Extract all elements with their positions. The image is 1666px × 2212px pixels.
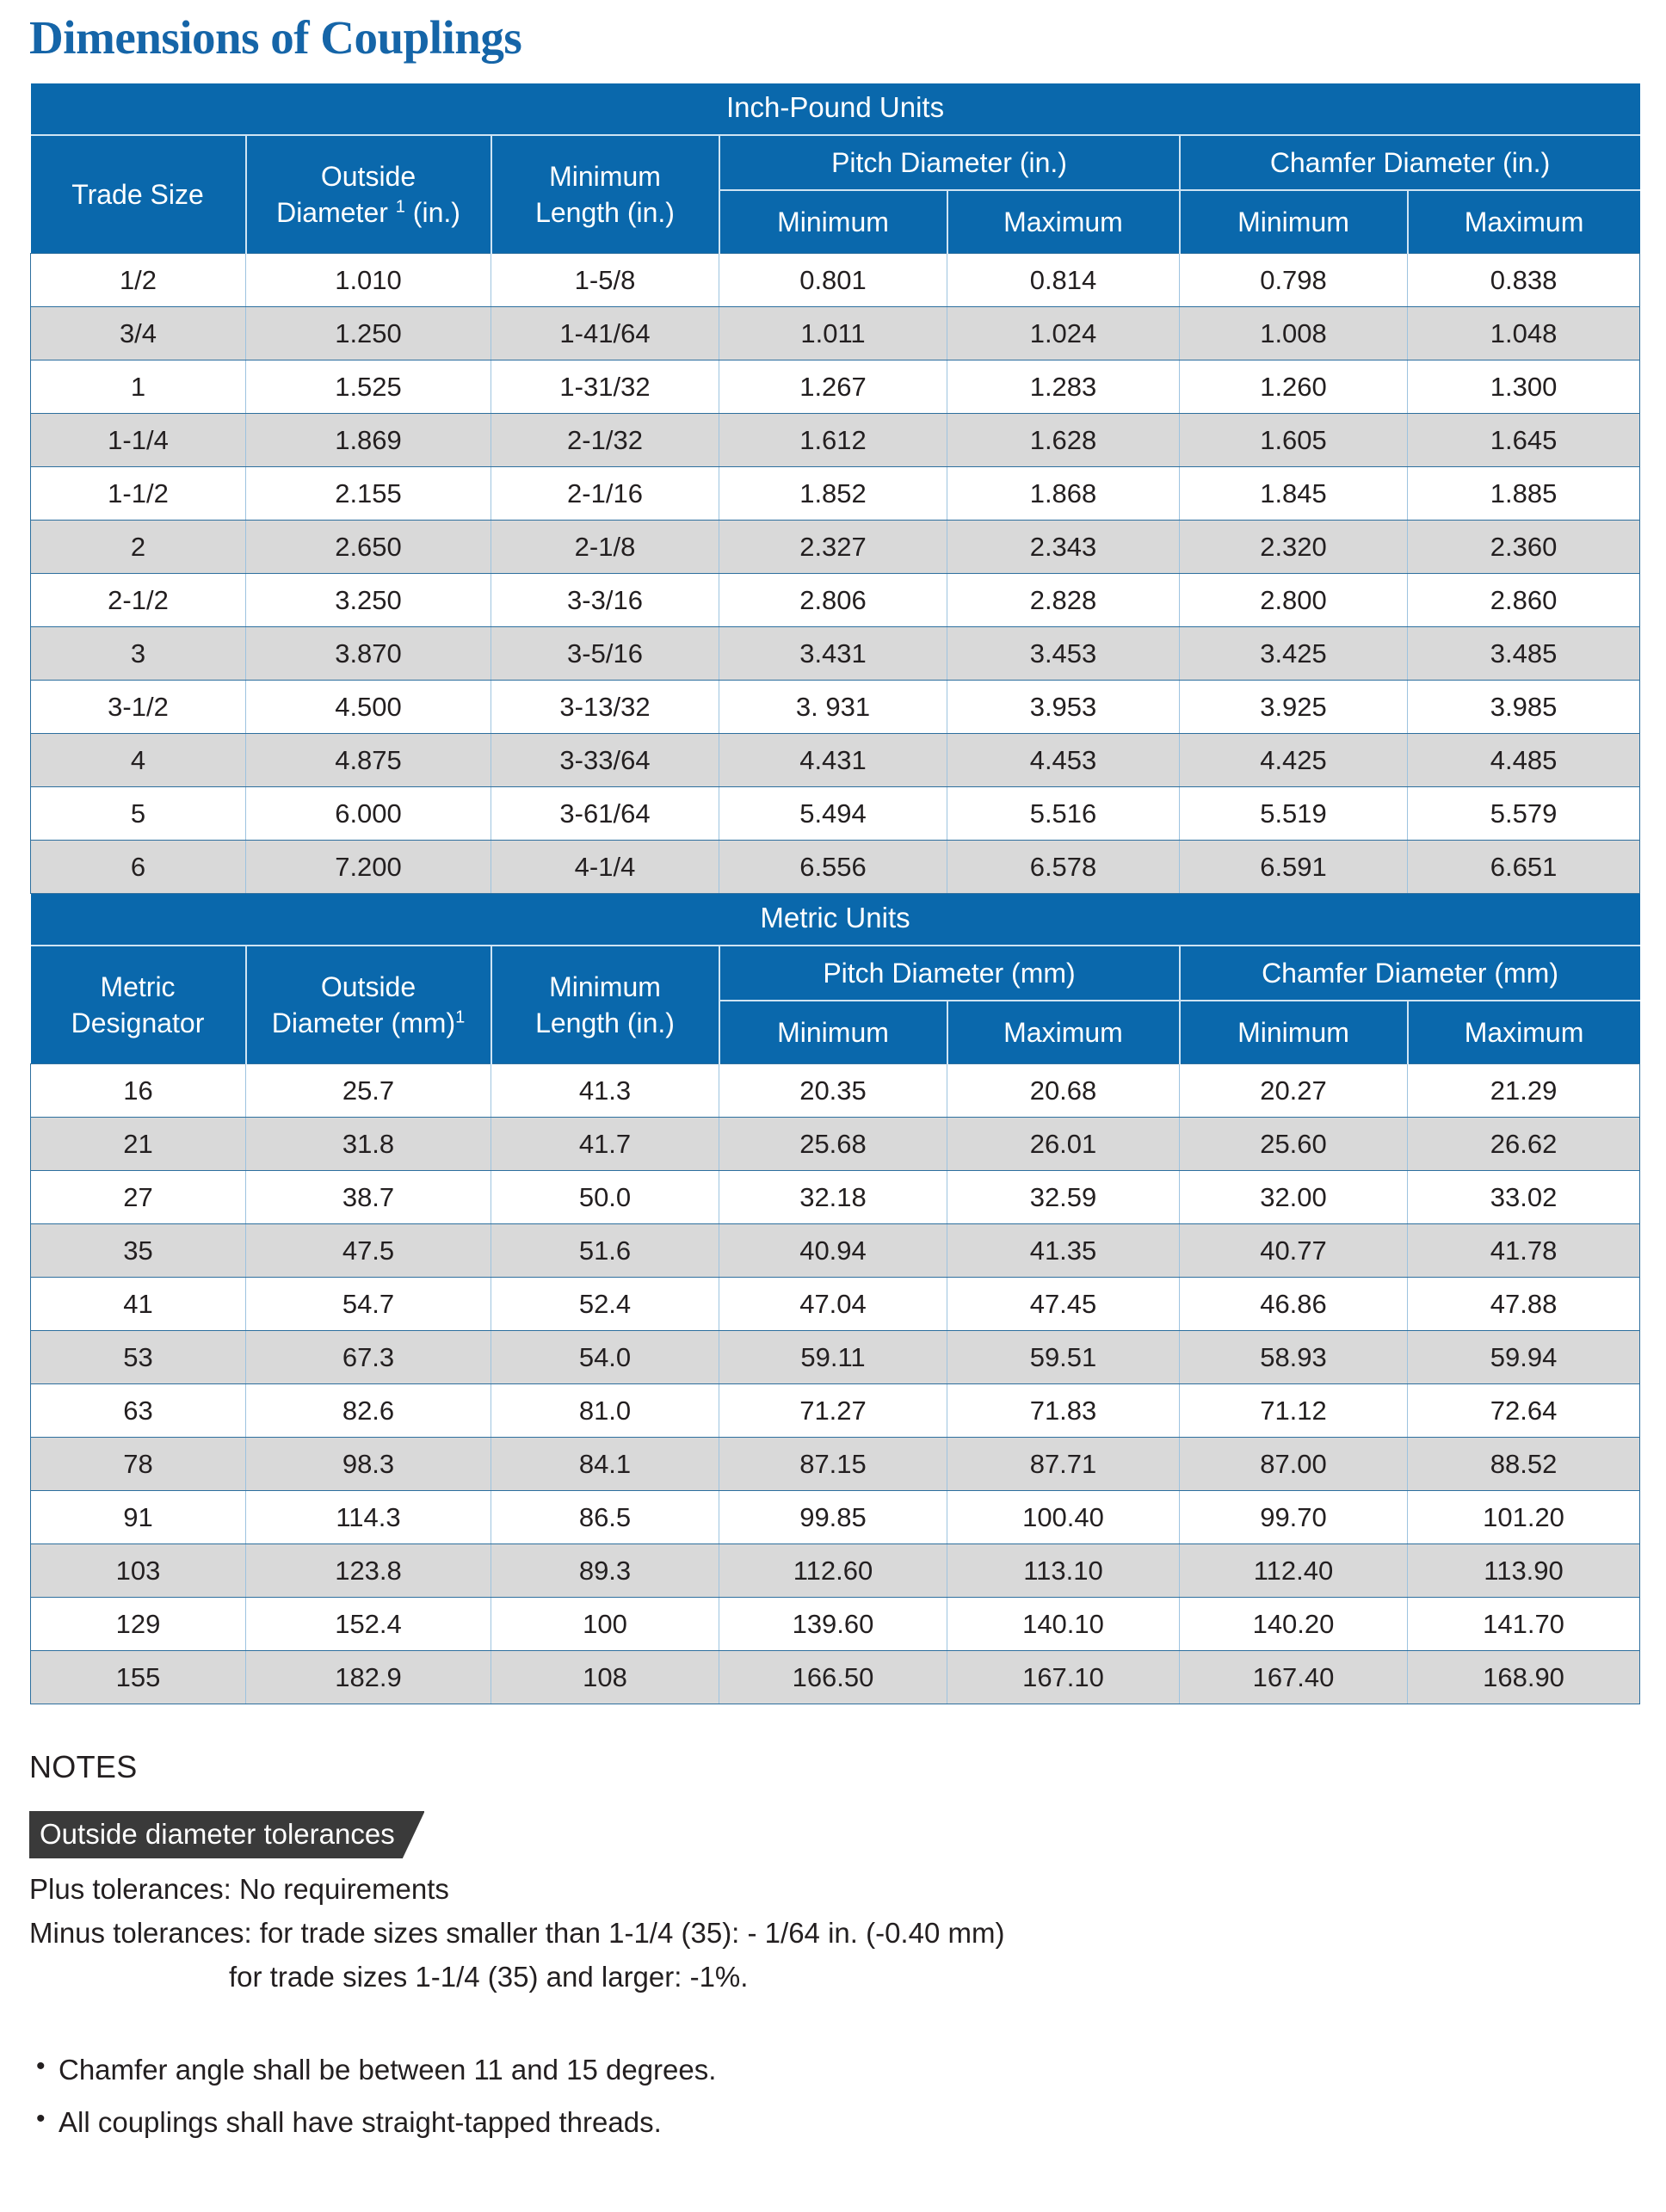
cell: 41 xyxy=(31,1278,246,1331)
cell: 4 xyxy=(31,734,246,787)
cell: 113.90 xyxy=(1408,1544,1640,1598)
cell: 3.453 xyxy=(947,627,1180,681)
cell: 47.04 xyxy=(719,1278,947,1331)
header-group-chamfer-diameter: Chamfer Diameter (in.) xyxy=(1180,135,1640,191)
cell: 129 xyxy=(31,1598,246,1651)
bullet-straight-tapped-threads: • All couplings shall have straight-tapped threads. xyxy=(29,2101,1578,2144)
header-metric-outside-diameter-line2: Diameter (mm) xyxy=(271,1007,456,1038)
cell: 3.425 xyxy=(1180,627,1408,681)
cell: 6.578 xyxy=(947,841,1180,894)
cell: 5 xyxy=(31,787,246,841)
cell: 4.431 xyxy=(719,734,947,787)
cell: 41.35 xyxy=(947,1224,1180,1278)
cell: 20.35 xyxy=(719,1064,947,1118)
cell: 33.02 xyxy=(1408,1171,1640,1224)
cell: 47.45 xyxy=(947,1278,1180,1331)
table-row xyxy=(31,1544,1640,1598)
cell: 1-41/64 xyxy=(491,307,719,360)
cell: 4.875 xyxy=(246,734,491,787)
header-metric-chamfer-maximum: Maximum xyxy=(1408,1001,1640,1063)
cell: 141.70 xyxy=(1408,1598,1640,1651)
cell: 2.360 xyxy=(1408,521,1640,574)
cell: 3.925 xyxy=(1180,681,1408,734)
cell: 1.612 xyxy=(719,414,947,467)
table-body xyxy=(31,83,1640,1704)
cell: 87.71 xyxy=(947,1438,1180,1491)
cell: 0.798 xyxy=(1180,254,1408,307)
cell: 6.000 xyxy=(246,787,491,841)
header-outside-diameter-line1: Outside xyxy=(320,160,416,192)
cell: 32.59 xyxy=(947,1171,1180,1224)
cell: 166.50 xyxy=(719,1651,947,1704)
cell: 2-1/32 xyxy=(491,414,719,467)
cell: 1.283 xyxy=(947,360,1180,414)
outside-diameter-tolerances-banner: Outside diameter tolerances xyxy=(29,1811,424,1858)
cell: 3-61/64 xyxy=(491,787,719,841)
header-metric-outside-diameter-footnote: 1 xyxy=(455,1007,466,1027)
cell: 182.9 xyxy=(246,1651,491,1704)
header-metric-chamfer-minimum: Minimum xyxy=(1180,1001,1408,1063)
cell: 4.500 xyxy=(246,681,491,734)
cell: 91 xyxy=(31,1491,246,1544)
cell: 1.852 xyxy=(719,467,947,521)
cell: 71.12 xyxy=(1180,1384,1408,1438)
cell: 1.300 xyxy=(1408,360,1640,414)
cell: 112.60 xyxy=(719,1544,947,1598)
cell: 41.7 xyxy=(491,1118,719,1171)
cell: 40.94 xyxy=(719,1224,947,1278)
header-metric-outside-diameter-line1: Outside xyxy=(320,970,416,1002)
cell: 2.806 xyxy=(719,574,947,627)
notes-heading: NOTES xyxy=(29,1749,138,1784)
table-row xyxy=(31,787,1640,841)
cell: 32.00 xyxy=(1180,1171,1408,1224)
cell: 4.453 xyxy=(947,734,1180,787)
cell: 35 xyxy=(31,1224,246,1278)
header-metric-group-pitch-diameter: Pitch Diameter (mm) xyxy=(719,946,1180,1001)
cell: 3.953 xyxy=(947,681,1180,734)
cell: 59.11 xyxy=(719,1331,947,1384)
cell: 2.343 xyxy=(947,521,1180,574)
cell: 1-5/8 xyxy=(491,254,719,307)
cell: 53 xyxy=(31,1331,246,1384)
cell: 0.838 xyxy=(1408,254,1640,307)
table-row xyxy=(31,681,1640,734)
table-row xyxy=(31,1651,1640,1704)
header-chamfer-maximum: Maximum xyxy=(1408,190,1640,253)
cell: 1.868 xyxy=(947,467,1180,521)
cell: 1.869 xyxy=(246,414,491,467)
table-row xyxy=(31,1438,1640,1491)
header-group-pitch-diameter: Pitch Diameter (in.) xyxy=(719,135,1180,191)
cell: 2.327 xyxy=(719,521,947,574)
header-minimum-length-line1: Minimum xyxy=(549,160,661,192)
cell: 3 xyxy=(31,627,246,681)
inch-pound-header-row-1 xyxy=(31,135,1640,191)
cell: 2.650 xyxy=(246,521,491,574)
cell: 52.4 xyxy=(491,1278,719,1331)
table-row xyxy=(31,467,1640,521)
cell: 3.431 xyxy=(719,627,947,681)
cell: 59.51 xyxy=(947,1331,1180,1384)
cell: 168.90 xyxy=(1408,1651,1640,1704)
cell: 21 xyxy=(31,1118,246,1171)
cell: 63 xyxy=(31,1384,246,1438)
inch-pound-band-row xyxy=(31,83,1640,135)
header-metric-designator-line1: Metric xyxy=(100,970,176,1002)
table-row xyxy=(31,1064,1640,1118)
cell: 40.77 xyxy=(1180,1224,1408,1278)
table-row xyxy=(31,1278,1640,1331)
table-row xyxy=(31,1118,1640,1171)
cell: 20.27 xyxy=(1180,1064,1408,1118)
table-row xyxy=(31,1171,1640,1224)
cell: 99.70 xyxy=(1180,1491,1408,1544)
cell: 1.885 xyxy=(1408,467,1640,521)
table-row xyxy=(31,521,1640,574)
cell: 1.011 xyxy=(719,307,947,360)
cell: 2-1/2 xyxy=(31,574,246,627)
dimensions-table xyxy=(30,83,1640,1705)
table-row xyxy=(31,1598,1640,1651)
header-pitch-minimum: Minimum xyxy=(719,190,947,253)
header-minimum-length xyxy=(491,135,719,254)
cell: 114.3 xyxy=(246,1491,491,1544)
cell: 6.556 xyxy=(719,841,947,894)
table-row xyxy=(31,1224,1640,1278)
cell: 2.320 xyxy=(1180,521,1408,574)
cell: 3-5/16 xyxy=(491,627,719,681)
cell: 140.20 xyxy=(1180,1598,1408,1651)
cell: 167.10 xyxy=(947,1651,1180,1704)
metric-band-label: Metric Units xyxy=(31,894,1640,946)
header-pitch-maximum: Maximum xyxy=(947,190,1180,253)
cell: 3-1/2 xyxy=(31,681,246,734)
notes-bullet-list xyxy=(29,2049,1578,2144)
cell: 139.60 xyxy=(719,1598,947,1651)
cell: 54.7 xyxy=(246,1278,491,1331)
cell: 87.15 xyxy=(719,1438,947,1491)
header-outside-diameter xyxy=(246,135,491,254)
cell: 41.3 xyxy=(491,1064,719,1118)
table-row xyxy=(31,307,1640,360)
cell: 1.008 xyxy=(1180,307,1408,360)
cell: 167.40 xyxy=(1180,1651,1408,1704)
cell: 152.4 xyxy=(246,1598,491,1651)
cell: 41.78 xyxy=(1408,1224,1640,1278)
cell: 67.3 xyxy=(246,1331,491,1384)
cell: 2.828 xyxy=(947,574,1180,627)
cell: 3. 931 xyxy=(719,681,947,734)
cell: 1-1/2 xyxy=(31,467,246,521)
metric-header-row-1 xyxy=(31,946,1640,1001)
cell: 87.00 xyxy=(1180,1438,1408,1491)
header-outside-diameter-line2: Diameter xyxy=(276,196,388,228)
cell: 113.10 xyxy=(947,1544,1180,1598)
header-outside-diameter-footnote: 1 xyxy=(395,197,405,217)
table-row xyxy=(31,1491,1640,1544)
cell: 16 xyxy=(31,1064,246,1118)
couplings-tables xyxy=(30,83,1639,1705)
table-row xyxy=(31,627,1640,681)
cell: 59.94 xyxy=(1408,1331,1640,1384)
cell: 101.20 xyxy=(1408,1491,1640,1544)
cell: 1 xyxy=(31,360,246,414)
cell: 1.628 xyxy=(947,414,1180,467)
cell: 5.579 xyxy=(1408,787,1640,841)
cell: 6 xyxy=(31,841,246,894)
cell: 1.048 xyxy=(1408,307,1640,360)
header-trade-size: Trade Size xyxy=(31,135,246,254)
cell: 25.7 xyxy=(246,1064,491,1118)
cell: 4-1/4 xyxy=(491,841,719,894)
notes-section xyxy=(29,1749,1578,2144)
cell: 100 xyxy=(491,1598,719,1651)
metric-band-row xyxy=(31,894,1640,946)
cell: 72.64 xyxy=(1408,1384,1640,1438)
cell: 0.814 xyxy=(947,254,1180,307)
header-chamfer-minimum: Minimum xyxy=(1180,190,1408,253)
cell: 3.870 xyxy=(246,627,491,681)
cell: 140.10 xyxy=(947,1598,1180,1651)
cell: 98.3 xyxy=(246,1438,491,1491)
cell: 58.93 xyxy=(1180,1331,1408,1384)
table-row xyxy=(31,734,1640,787)
cell: 5.516 xyxy=(947,787,1180,841)
cell: 3.250 xyxy=(246,574,491,627)
table-row xyxy=(31,360,1640,414)
page-title: Dimensions of Couplings xyxy=(29,11,522,64)
cell: 99.85 xyxy=(719,1491,947,1544)
header-metric-minimum-length xyxy=(491,946,719,1064)
cell: 1.645 xyxy=(1408,414,1640,467)
cell: 5.519 xyxy=(1180,787,1408,841)
cell: 2-1/8 xyxy=(491,521,719,574)
header-metric-group-chamfer-diameter: Chamfer Diameter (mm) xyxy=(1180,946,1640,1001)
note-plus-tolerances: Plus tolerances: No requirements xyxy=(29,1873,449,1906)
cell: 1-31/32 xyxy=(491,360,719,414)
cell: 6.591 xyxy=(1180,841,1408,894)
cell: 88.52 xyxy=(1408,1438,1640,1491)
inch-pound-band-label: Inch-Pound Units xyxy=(31,83,1640,135)
cell: 123.8 xyxy=(246,1544,491,1598)
note-minus-tolerances-continued: for trade sizes 1-1/4 (35) and larger: -1%. xyxy=(229,1960,749,1993)
header-minimum-length-line2: Length (in.) xyxy=(535,196,675,228)
cell: 2.860 xyxy=(1408,574,1640,627)
header-outside-diameter-unit: (in.) xyxy=(412,196,460,228)
cell: 50.0 xyxy=(491,1171,719,1224)
cell: 3-13/32 xyxy=(491,681,719,734)
cell: 3-33/64 xyxy=(491,734,719,787)
header-metric-pitch-minimum: Minimum xyxy=(719,1001,947,1063)
cell: 7.200 xyxy=(246,841,491,894)
cell: 38.7 xyxy=(246,1171,491,1224)
cell: 6.651 xyxy=(1408,841,1640,894)
table-row xyxy=(31,574,1640,627)
cell: 46.86 xyxy=(1180,1278,1408,1331)
cell: 26.62 xyxy=(1408,1118,1640,1171)
cell: 54.0 xyxy=(491,1331,719,1384)
cell: 3.985 xyxy=(1408,681,1640,734)
cell: 1.010 xyxy=(246,254,491,307)
cell: 25.68 xyxy=(719,1118,947,1171)
cell: 2.800 xyxy=(1180,574,1408,627)
cell: 1-1/4 xyxy=(31,414,246,467)
cell: 81.0 xyxy=(491,1384,719,1438)
cell: 89.3 xyxy=(491,1544,719,1598)
cell: 103 xyxy=(31,1544,246,1598)
cell: 78 xyxy=(31,1438,246,1491)
cell: 2-1/16 xyxy=(491,467,719,521)
cell: 71.27 xyxy=(719,1384,947,1438)
bullet-chamfer-angle: • Chamfer angle shall be between 11 and 15 degrees. xyxy=(29,2049,1578,2092)
cell: 47.5 xyxy=(246,1224,491,1278)
cell: 3.485 xyxy=(1408,627,1640,681)
cell: 1.024 xyxy=(947,307,1180,360)
header-metric-minimum-length-line2: Length (in.) xyxy=(535,1007,675,1038)
cell: 5.494 xyxy=(719,787,947,841)
cell: 71.83 xyxy=(947,1384,1180,1438)
cell: 1.525 xyxy=(246,360,491,414)
cell: 1.605 xyxy=(1180,414,1408,467)
header-metric-minimum-length-line1: Minimum xyxy=(549,970,661,1002)
table-row xyxy=(31,1384,1640,1438)
cell: 0.801 xyxy=(719,254,947,307)
cell: 3-3/16 xyxy=(491,574,719,627)
cell: 155 xyxy=(31,1651,246,1704)
cell: 1.267 xyxy=(719,360,947,414)
cell: 25.60 xyxy=(1180,1118,1408,1171)
cell: 84.1 xyxy=(491,1438,719,1491)
cell: 4.485 xyxy=(1408,734,1640,787)
cell: 112.40 xyxy=(1180,1544,1408,1598)
table-row xyxy=(31,414,1640,467)
cell: 2 xyxy=(31,521,246,574)
cell: 86.5 xyxy=(491,1491,719,1544)
note-minus-tolerances: Minus tolerances: for trade sizes smaller than 1-1/4 (35): - 1/64 in. (-0.40 mm) xyxy=(29,1917,1005,1950)
cell: 27 xyxy=(31,1171,246,1224)
cell: 20.68 xyxy=(947,1064,1180,1118)
cell: 31.8 xyxy=(246,1118,491,1171)
cell: 100.40 xyxy=(947,1491,1180,1544)
cell: 2.155 xyxy=(246,467,491,521)
cell: 32.18 xyxy=(719,1171,947,1224)
header-metric-designator-line2: Designator xyxy=(71,1007,205,1038)
cell: 1.250 xyxy=(246,307,491,360)
cell: 47.88 xyxy=(1408,1278,1640,1331)
table-row xyxy=(31,841,1640,894)
table-row xyxy=(31,254,1640,307)
cell: 26.01 xyxy=(947,1118,1180,1171)
header-metric-outside-diameter xyxy=(246,946,491,1064)
cell: 1.260 xyxy=(1180,360,1408,414)
cell: 3/4 xyxy=(31,307,246,360)
cell: 108 xyxy=(491,1651,719,1704)
cell: 51.6 xyxy=(491,1224,719,1278)
cell: 1.845 xyxy=(1180,467,1408,521)
header-metric-designator xyxy=(31,946,246,1064)
cell: 82.6 xyxy=(246,1384,491,1438)
cell: 21.29 xyxy=(1408,1064,1640,1118)
header-metric-pitch-maximum: Maximum xyxy=(947,1001,1180,1063)
cell: 4.425 xyxy=(1180,734,1408,787)
cell: 1/2 xyxy=(31,254,246,307)
table-row xyxy=(31,1331,1640,1384)
